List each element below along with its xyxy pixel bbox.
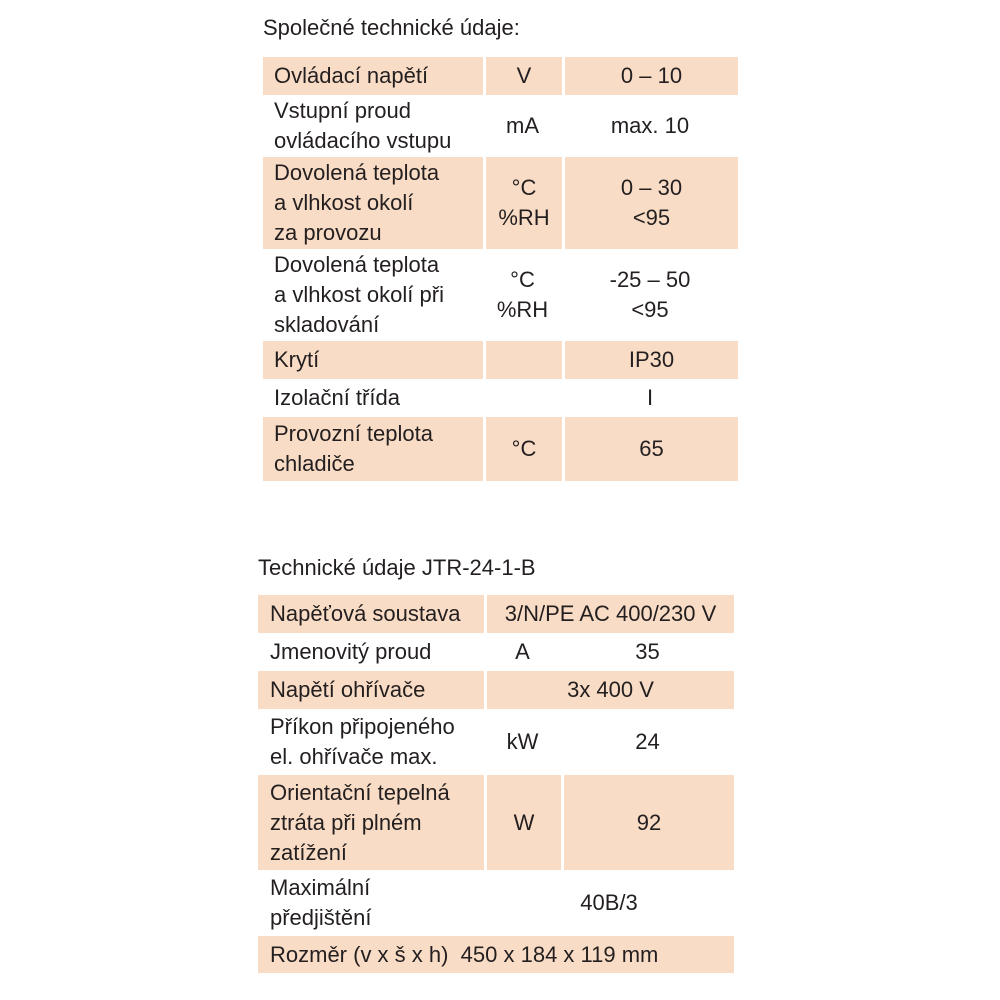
row-value: 0 – 30 <95: [562, 157, 738, 249]
row-value: IP30: [562, 341, 738, 379]
row-unit: W: [484, 775, 561, 870]
row-value: 35: [635, 639, 660, 664]
section2-title: Technické údaje JTR-24-1-B: [258, 555, 536, 580]
row-unit: °C %RH: [496, 267, 549, 322]
table-row: [263, 57, 738, 95]
table-row: [258, 709, 734, 775]
row-value: 24: [635, 729, 660, 754]
table-row: [263, 95, 738, 157]
table-row: [258, 595, 734, 633]
row-label: Krytí: [263, 341, 483, 379]
table-row: [258, 633, 734, 671]
row-unit: mA: [506, 113, 539, 138]
table-row: [263, 341, 738, 379]
row-value: 65: [562, 417, 738, 481]
common-specs-table: [263, 57, 738, 481]
row-value: I: [646, 385, 654, 410]
row-unit: [483, 379, 562, 417]
row-value: 92: [561, 775, 734, 870]
row-label: Příkon připojeného el. ohřívače max.: [270, 714, 455, 769]
row-value: max. 10: [610, 113, 690, 138]
table-row: [263, 417, 738, 481]
row-label: Orientační tepelná ztráta při plném zatížení: [258, 775, 484, 870]
row-unit: V: [483, 57, 562, 95]
row-label: Vstupní proud ovládacího vstupu: [274, 98, 452, 153]
table-row: [258, 870, 734, 936]
table-row: [258, 936, 734, 973]
table-row: [258, 671, 734, 709]
row-label: Dovolená teplota a vlhkost okolí při skladování: [274, 252, 444, 337]
row-label: Rozměr (v x š x h) 450 x 184 x 119 mm: [258, 936, 734, 973]
row-unit: A: [515, 639, 530, 664]
row-label: Maximální předjištění: [270, 875, 372, 930]
table-row: [263, 157, 738, 249]
row-unit: [483, 341, 562, 379]
row-value: -25 – 50 <95: [609, 267, 691, 322]
jtr-specs-table: [258, 595, 734, 973]
row-value: 3x 400 V: [484, 671, 734, 709]
row-label: Dovolená teplota a vlhkost okolí za provozu: [263, 157, 483, 249]
row-unit: °C %RH: [483, 157, 562, 249]
row-label: Izolační třída: [274, 385, 400, 410]
row-label: Napětí ohřívače: [258, 671, 484, 709]
row-label: Ovládací napětí: [263, 57, 483, 95]
table-row: [263, 379, 738, 417]
row-unit: kW: [506, 729, 539, 754]
row-unit: °C: [483, 417, 562, 481]
row-label: Jmenovitý proud: [270, 639, 432, 664]
row-value: 3/N/PE AC 400/230 V: [484, 595, 734, 633]
row-label: Napěťová soustava: [258, 595, 484, 633]
row-label: Provozní teplota chladiče: [263, 417, 483, 481]
row-value: 0 – 10: [562, 57, 738, 95]
table-row: [263, 249, 738, 341]
table-row: [258, 775, 734, 870]
row-value: 40B/3: [580, 890, 638, 915]
section1-title: Společné technické údaje:: [263, 15, 520, 40]
